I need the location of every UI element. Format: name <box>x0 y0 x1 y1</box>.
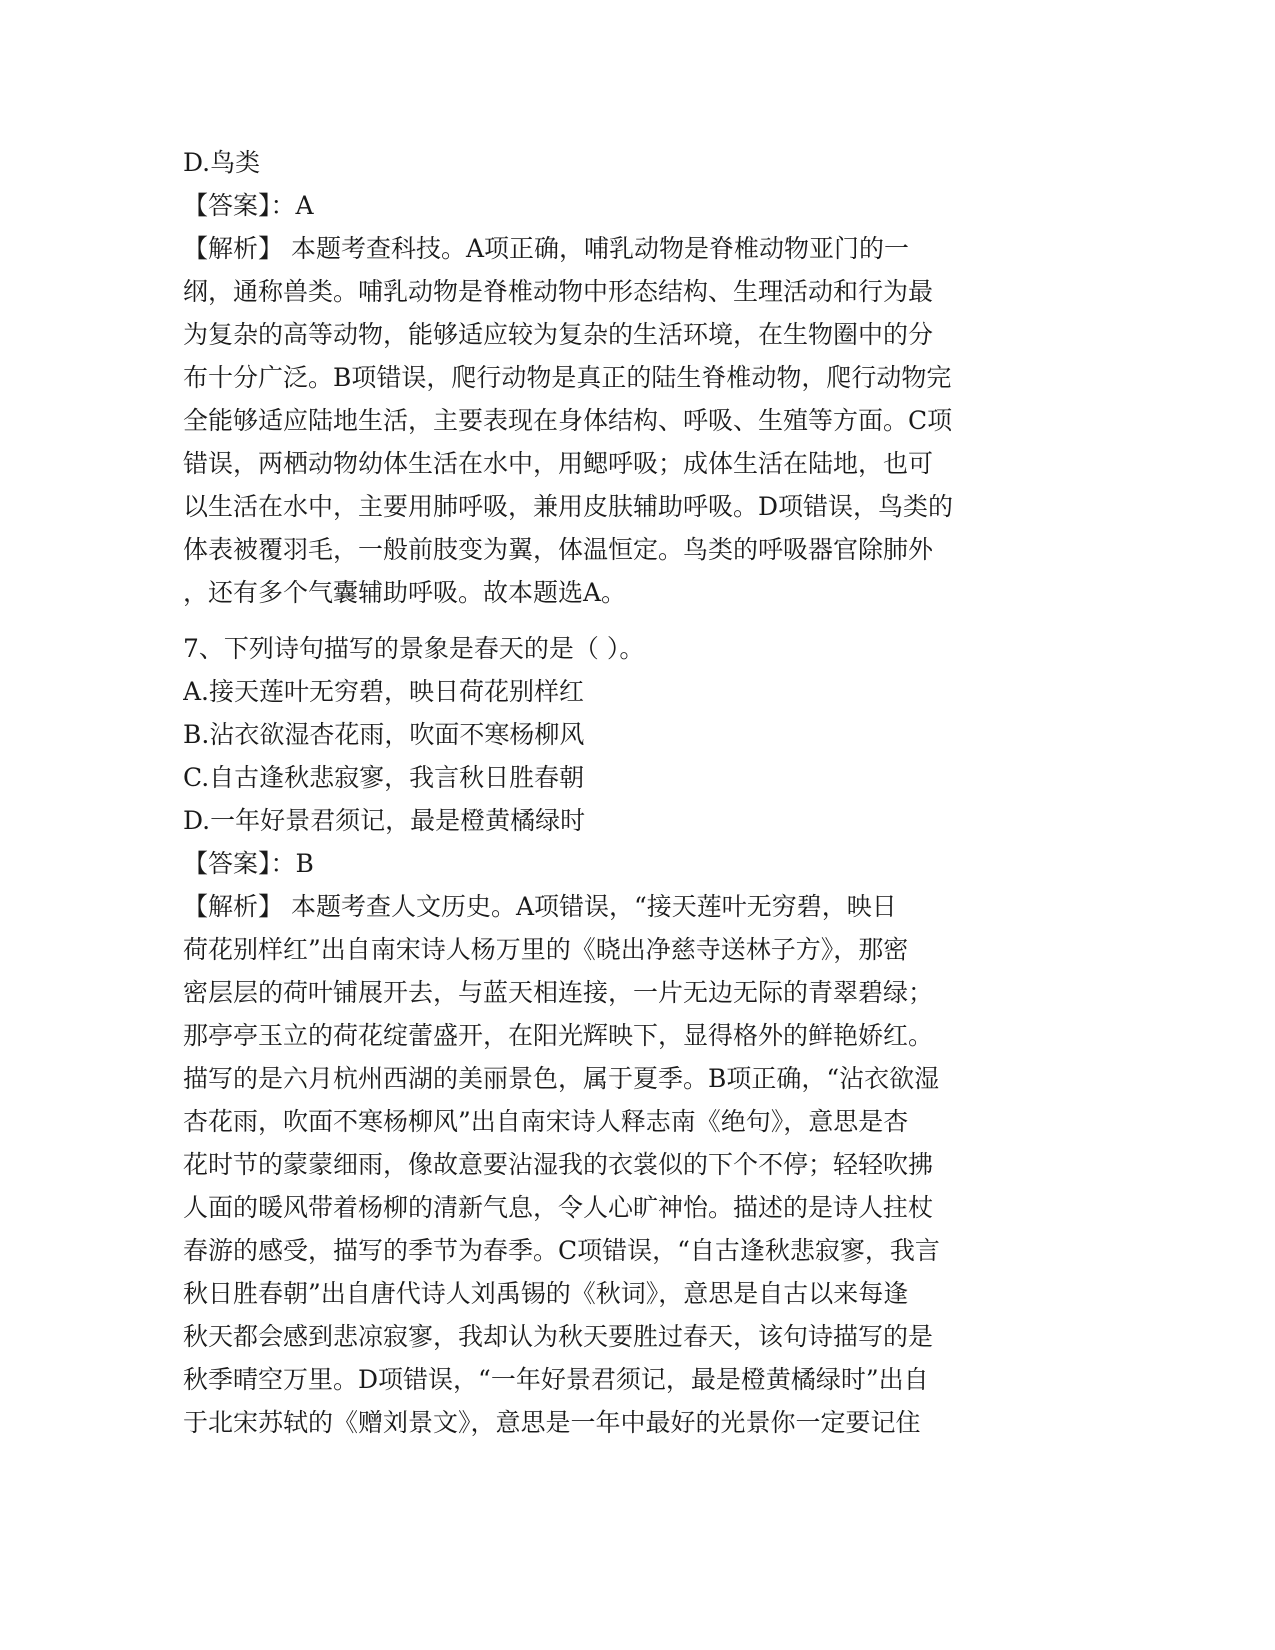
option-a: A.接天莲叶无穷碧，映日荷花别样红 <box>183 677 585 706</box>
analysis-line: 全能够适应陆地生活，主要表现在身体结构、呼吸、生殖等方面。C项 <box>183 406 953 435</box>
analysis-line: 于北宋苏轼的《赠刘景文》，意思是一年中最好的光景你一定要记住 <box>183 1408 921 1437</box>
option-d-previous: D.鸟类 <box>183 148 261 177</box>
analysis-line: 错误，两栖动物幼体生活在水中，用鳃呼吸；成体生活在陆地，也可 <box>183 449 934 478</box>
question-stem: 7、下列诗句描写的景象是春天的是（ ）。 <box>183 634 645 663</box>
analysis-line: 春游的感受，描写的季节为春季。C项错误，“自古逢秋悲寂寥，我言 <box>183 1236 940 1265</box>
page-content <box>183 141 1063 1444</box>
analysis-line: 为复杂的高等动物，能够适应较为复杂的生活环境，在生物圈中的分 <box>183 320 934 349</box>
analysis-line: ，还有多个气囊辅助呼吸。故本题选A。 <box>183 578 627 607</box>
option-b: B.沾衣欲湿杏花雨，吹面不寒杨柳风 <box>183 720 585 749</box>
analysis-line: 以生活在水中，主要用肺呼吸，兼用皮肤辅助呼吸。D项错误，鸟类的 <box>183 492 954 521</box>
section-gap <box>183 614 1063 627</box>
analysis-line: 布十分广泛。B项错误，爬行动物是真正的陆生脊椎动物，爬行动物完 <box>183 363 952 392</box>
analysis-line: 秋季晴空万里。D项错误，“一年好景君须记，最是橙黄橘绿时”出自 <box>183 1365 929 1394</box>
analysis-line: 杏花雨，吹面不寒杨柳风”出自南宋诗人释志南《绝句》，意思是杏 <box>183 1107 909 1136</box>
analysis-line: 那亭亭玉立的荷花绽蕾盛开，在阳光辉映下，显得格外的鲜艳娇红。 <box>183 1021 934 1050</box>
analysis-line: 体表被覆羽毛，一般前肢变为翼，体温恒定。鸟类的呼吸器官除肺外 <box>183 535 934 564</box>
analysis-line: 秋日胜春朝”出自唐代诗人刘禹锡的《秋词》，意思是自古以来每逢 <box>183 1279 909 1308</box>
answer-previous: 【答案】：A <box>183 191 314 220</box>
analysis-line: 【解析】 本题考查人文历史。A项错误，“接天莲叶无穷碧，映日 <box>183 892 897 921</box>
analysis-line: 纲，通称兽类。哺乳动物是脊椎动物中形态结构、生理活动和行为最 <box>183 277 934 306</box>
analysis-line: 人面的暖风带着杨柳的清新气息，令人心旷神怡。描述的是诗人拄杖 <box>183 1193 934 1222</box>
analysis-line: 荷花别样红”出自南宋诗人杨万里的《晓出净慈寺送林子方》，那密 <box>183 935 909 964</box>
analysis-line: 花时节的蒙蒙细雨，像故意要沾湿我的衣裳似的下个不停；轻轻吹拂 <box>183 1150 934 1179</box>
analysis-line: 密层层的荷叶铺展开去，与蓝天相连接，一片无边无际的青翠碧绿； <box>183 978 934 1007</box>
analysis-line: 【解析】 本题考查科技。A项正确，哺乳动物是脊椎动物亚门的一 <box>183 234 910 263</box>
option-c: C.自古逢秋悲寂寥，我言秋日胜春朝 <box>183 763 585 792</box>
analysis-line: 秋天都会感到悲凉寂寥，我却认为秋天要胜过春天，该句诗描写的是 <box>183 1322 934 1351</box>
answer: 【答案】：B <box>183 849 314 878</box>
analysis-line: 描写的是六月杭州西湖的美丽景色，属于夏季。B项正确，“沾衣欲湿 <box>183 1064 940 1093</box>
option-d: D.一年好景君须记，最是橙黄橘绿时 <box>183 806 586 835</box>
